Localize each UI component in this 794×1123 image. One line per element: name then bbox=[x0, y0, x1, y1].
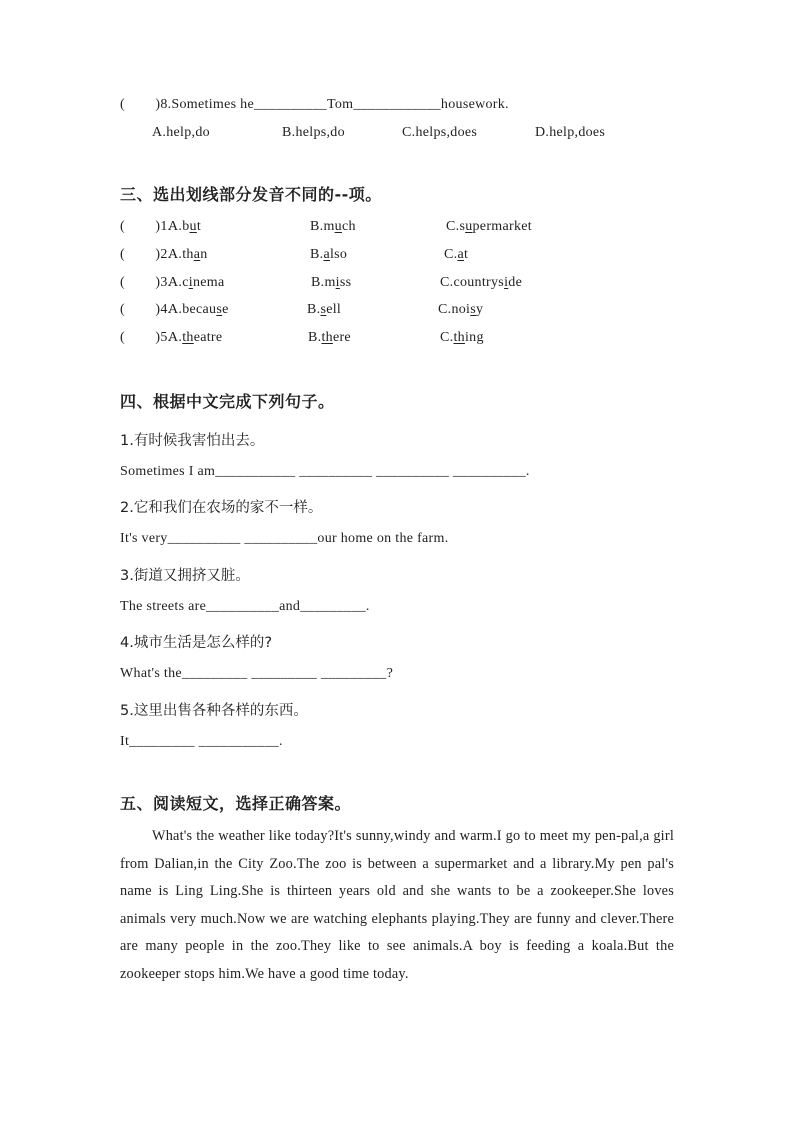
s3-option-b: B.also bbox=[310, 247, 348, 262]
s3-item-number: ( )3. bbox=[120, 275, 172, 290]
q8-option-c: C.helps,does bbox=[402, 125, 478, 140]
s3-option-c: C.supermarket bbox=[446, 219, 532, 234]
s3-option-a: A.than bbox=[168, 247, 208, 262]
s4-chinese-sentence: 1.有时候我害怕出去。 bbox=[120, 433, 265, 449]
q8-option-d: D.help,does bbox=[535, 125, 606, 140]
s3-option-b: B.sell bbox=[307, 302, 342, 317]
s3-item-number: ( )5. bbox=[120, 330, 172, 345]
s3-option-c: C.noisy bbox=[438, 302, 484, 317]
s4-english-blank: It's very__________ __________our home on the farm. bbox=[120, 531, 449, 546]
s4-english-blank: The streets are__________and_________. bbox=[120, 599, 370, 614]
s3-item-number: ( )4. bbox=[120, 302, 172, 317]
s4-english-blank: Sometimes I am___________ __________ __________ __________. bbox=[120, 464, 530, 479]
s3-option-b: B.much bbox=[310, 219, 356, 234]
q8-option-b: B.helps,do bbox=[282, 125, 345, 140]
s4-chinese-sentence: 3.街道又拥挤又脏。 bbox=[120, 568, 250, 584]
s3-item-number: ( )1. bbox=[120, 219, 172, 234]
question-8-stem: ( )8.Sometimes he__________Tom____________housework. bbox=[120, 97, 509, 112]
s4-chinese-sentence: 4.城市生活是怎么样的? bbox=[120, 635, 273, 651]
s4-chinese-sentence: 5.这里出售各种各样的东西。 bbox=[120, 703, 308, 719]
s3-option-a: A.cinema bbox=[168, 275, 225, 290]
s3-option-c: C.at bbox=[444, 247, 469, 262]
section-5-heading: 五、阅读短文，选择正确答案。 bbox=[120, 794, 352, 813]
s4-english-blank: It_________ ___________. bbox=[120, 734, 283, 749]
s3-option-b: B.there bbox=[308, 330, 351, 345]
section-3-heading: 三、选出划线部分发音不同的--项。 bbox=[120, 185, 382, 204]
s3-option-b: B.miss bbox=[311, 275, 352, 290]
section-4-heading: 四、根据中文完成下列句子。 bbox=[120, 392, 335, 411]
reading-passage: What's the weather like today?It's sunny,windy and warm.I go to meet my pen-pal,a girl from Dalian,in the City Zoo.The zoo is between a supermarket and a library.My pen pal's name is Ling Ling.She is thirteen years old and she wants to be a zookeeper.She loves animals very much.Now we are watching elephants playing.They are funny and clever.There are many people in the zoo.They like to see animals.A boy is feeding a koala.But the zookeeper stops him.We have a good time today. bbox=[120, 828, 674, 982]
s3-option-c: C.countryside bbox=[440, 275, 523, 290]
s3-item-number: ( )2. bbox=[120, 247, 172, 262]
s4-english-blank: What's the_________ _________ _________? bbox=[120, 666, 394, 681]
s3-option-a: A.theatre bbox=[168, 330, 223, 345]
s3-option-a: A.because bbox=[168, 302, 229, 317]
s3-option-c: C.thing bbox=[440, 330, 484, 345]
q8-option-a: A.help,do bbox=[152, 125, 210, 140]
s3-option-a: A.but bbox=[168, 219, 202, 234]
s4-chinese-sentence: 2.它和我们在农场的家不一样。 bbox=[120, 500, 323, 516]
